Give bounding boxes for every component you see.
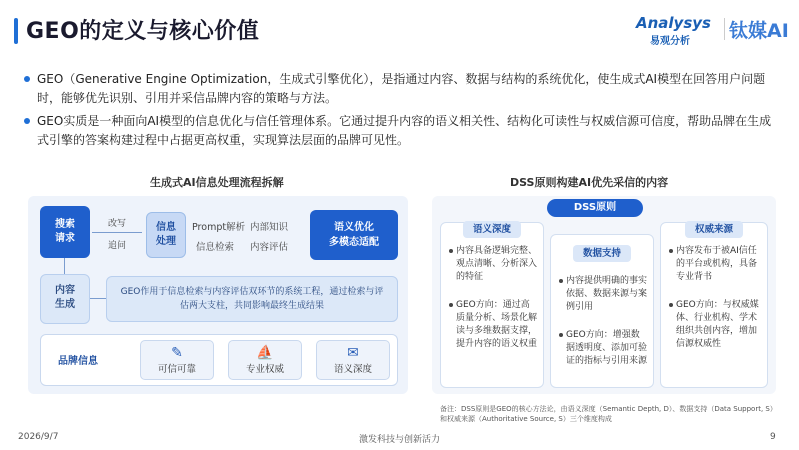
- definition-bullet: [24, 70, 776, 108]
- prompt-parse-label: Prompt解析: [192, 222, 246, 233]
- page-title: GEO的定义与核心价值: [26, 19, 260, 44]
- dss-note: 备注：DSS原则是GEO的核心方法论，由语义深度（Semantic Depth, D）、数据支持（Data Support, S）和权威来源（Authoritative Source, S）三个维度构成: [440, 405, 777, 423]
- column-item: 内容提供明确的事实依据、数据来源与案例引用: [559, 275, 647, 314]
- dss-column-semantic: [440, 222, 544, 388]
- bullet-dot: [24, 118, 30, 124]
- definition-text: GEO（Generative Engine Optimization，生成式引擎优化），是指通过内容、数据与结构的系统优化，使生成式AI模型在回答用户问题时，能够优先识别、引用并采信品牌内容的策略与方法。: [37, 72, 766, 105]
- pen-icon: ✎: [171, 345, 183, 361]
- logo-separator: [724, 18, 725, 40]
- dss-column-data: [550, 234, 654, 388]
- card-credible: [140, 340, 214, 380]
- essence-bullet: [24, 112, 776, 150]
- logo-primary-subtext: 易观分析: [650, 36, 690, 47]
- analysys-logo: [636, 14, 720, 46]
- content-gen-block: 内容 生成: [40, 274, 90, 324]
- right-section-heading: DSS原则构建AI优先采信的内容: [510, 176, 669, 189]
- search-request-block: 搜索 请求: [40, 206, 90, 258]
- column-item: GEO方向：与权威媒体、行业机构、学术组织共创内容，增加信源权威性: [669, 299, 761, 351]
- semantic-opt-block: 语义优化 多模态适配: [310, 210, 398, 260]
- envelope-icon: ✉: [347, 345, 359, 361]
- flow-connector: [64, 258, 65, 274]
- page-number: 9: [770, 432, 776, 442]
- column-title: 数据支持: [573, 245, 631, 262]
- bullet-dot: [24, 76, 30, 82]
- dss-column-authority: [660, 222, 768, 388]
- internal-knowledge-label: 内部知识: [250, 222, 289, 233]
- geo-description-block: GEO作用于信息检索与内容评估双环节的系统工程，通过检索与评估两大支柱，共同影响最终生成结果: [106, 276, 398, 322]
- column-item: 内容具备逻辑完整、观点清晰、分析深入的特征: [449, 245, 537, 284]
- column-item: GEO方向：增强数据透明度、添加可验证的指标与引用来源: [559, 329, 647, 368]
- info-process-block: 信息 处理: [146, 212, 186, 258]
- card-label: 专业权威: [245, 364, 284, 375]
- dss-badge: DSS原则: [547, 199, 643, 217]
- card-semantic-depth: [316, 340, 390, 380]
- card-label: 语义深度: [333, 364, 372, 375]
- footer-date: 2026/9/7: [18, 432, 59, 442]
- content-eval-label: 内容评估: [250, 242, 289, 253]
- column-item: 内容发布于被AI信任的平台或机构，具备专业背书: [669, 245, 761, 284]
- column-item: GEO方向：通过高质量分析、场景化解读与多维数据支撑，提升内容的语义权重: [449, 299, 537, 351]
- tmtpost-ai-logo: 钛媒AI: [729, 20, 789, 42]
- brand-info-label: 品牌信息: [58, 356, 98, 367]
- flow-connector: [92, 232, 142, 233]
- column-title: 语义深度: [463, 221, 521, 238]
- rewrite-label: 改写: [108, 219, 127, 229]
- column-title: 权威来源: [685, 221, 743, 238]
- card-label: 可信可靠: [157, 364, 196, 375]
- footer-slogan: 激发科技与创新活力: [358, 435, 440, 445]
- recall-label: 追问: [108, 241, 127, 251]
- essence-text: GEO实质是一种面向AI模型的信息优化与信任管理体系。它通过提升内容的语义相关性、结构化可读性与权威信源可信度，帮助品牌在生成式引擎的答案构建过程中占据更高权重，实现算法层面的品牌可见性。: [37, 114, 772, 147]
- card-authoritative: [228, 340, 302, 380]
- boat-icon: ⛵: [256, 345, 274, 361]
- flow-connector: [90, 298, 106, 299]
- info-retrieval-label: 信息检索: [196, 242, 235, 253]
- left-section-heading: 生成式AI信息处理流程拆解: [150, 176, 284, 189]
- logo-primary-text: Analysys: [636, 14, 711, 32]
- title-accent-bar: [14, 18, 18, 44]
